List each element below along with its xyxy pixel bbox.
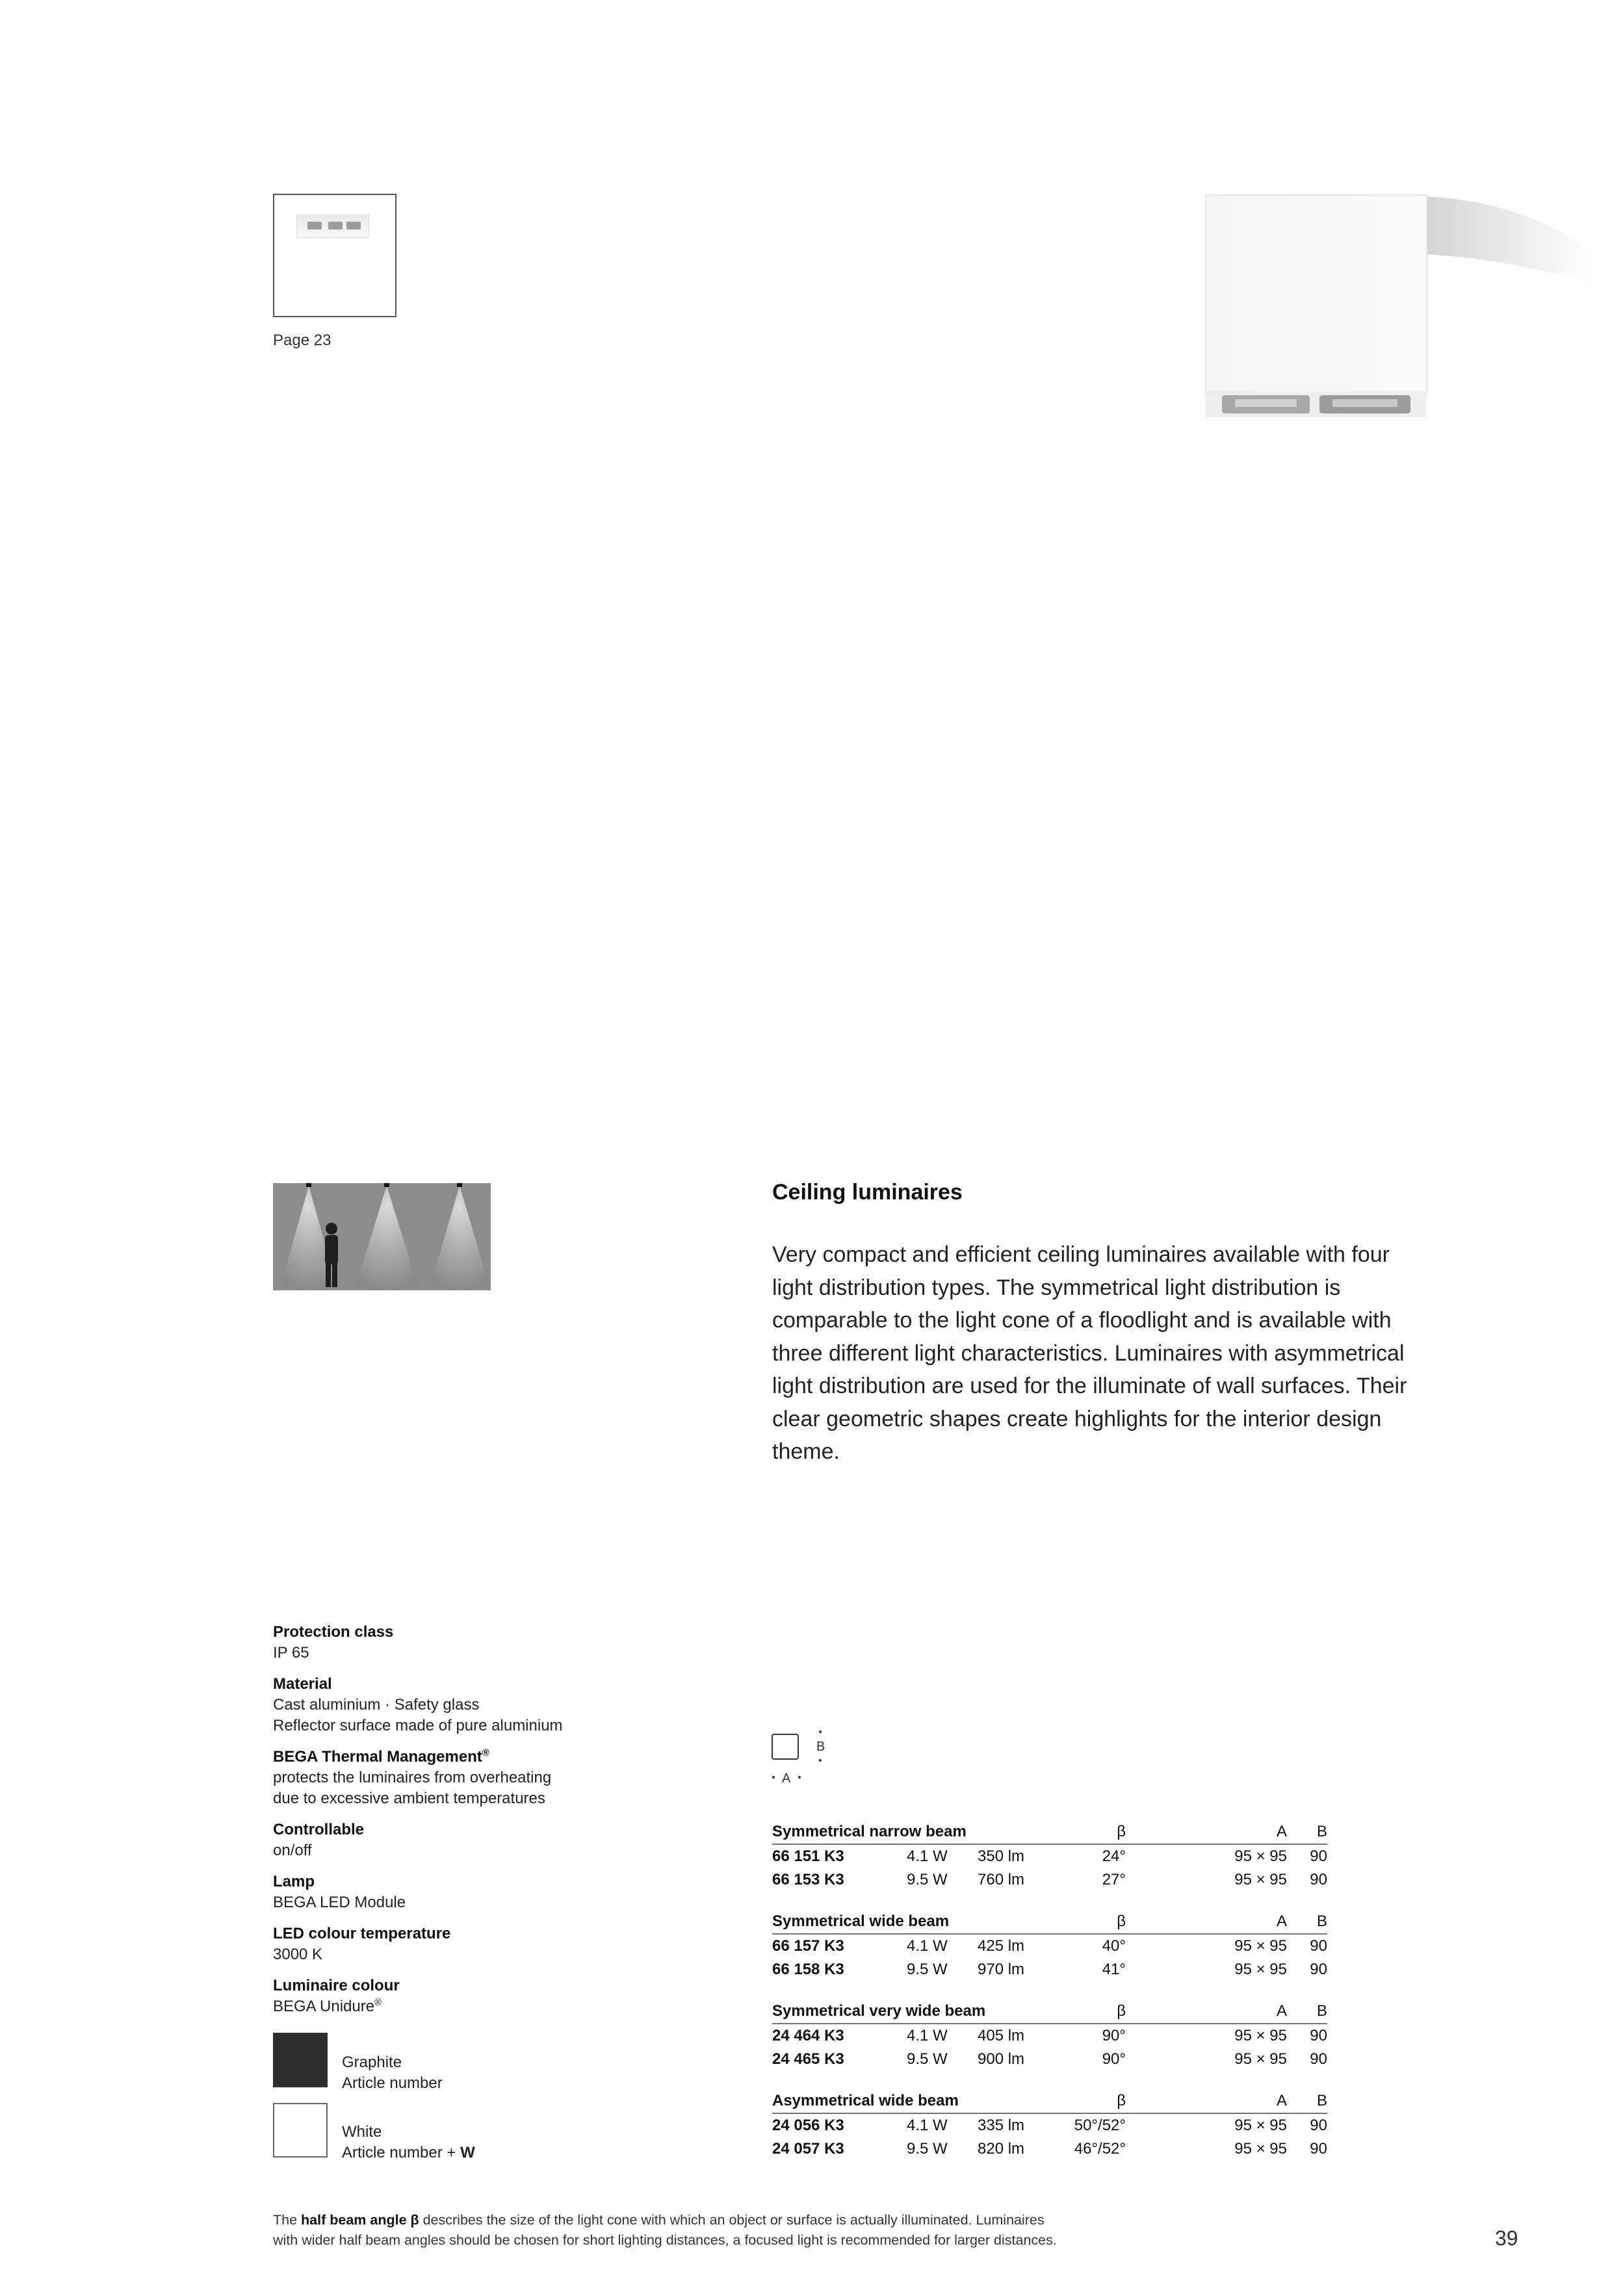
spec-luminaire-colour — [273, 1976, 637, 2017]
spec-label: BEGA Thermal Management — [273, 1748, 482, 1766]
spec-value: due to excessive ambient temperatures — [273, 1790, 545, 1807]
dim-b-label: B — [816, 1740, 825, 1754]
b-header: B — [1316, 1823, 1327, 1840]
a-header: A — [1276, 1823, 1287, 1840]
product-image — [1196, 192, 1618, 426]
white-swatch — [273, 2103, 328, 2158]
article-number: 66 157 K3 — [772, 1937, 844, 1955]
spec-value: Reflector surface made of pure aluminium — [273, 1717, 563, 1734]
registered-mark: ® — [374, 1997, 382, 2008]
dimension-b: 90 — [1310, 1871, 1327, 1888]
a-header: A — [1276, 1912, 1287, 1930]
table-title: Symmetrical wide beam — [772, 1912, 950, 1930]
table-symmetrical-wide — [772, 1910, 1327, 1981]
lumen: 820 lm — [978, 2140, 1025, 2158]
spec-label: Controllable — [273, 1821, 365, 1838]
dimension-a: 95 × 95 — [1234, 1961, 1287, 1978]
table-title: Asymmetrical wide beam — [772, 2092, 959, 2109]
dim-a-label: A — [782, 1771, 791, 1786]
footnote-term: half beam angle β — [301, 2212, 419, 2228]
article-number: 66 158 K3 — [772, 1961, 844, 1978]
article-number: 24 057 K3 — [772, 2140, 844, 2158]
beam-angle: 41° — [1102, 1961, 1126, 1978]
spec-label: Luminaire colour — [273, 1977, 400, 1994]
spec-thermal-management — [273, 1747, 637, 1809]
article-suffix: W — [460, 2144, 475, 2161]
article-number: 66 153 K3 — [772, 1871, 844, 1888]
article-note: Article number + — [342, 2144, 461, 2161]
wattage: 9.5 W — [907, 2050, 948, 2068]
wattage: 4.1 W — [907, 2027, 948, 2044]
table-row — [772, 1845, 1327, 1868]
dimension-b: 90 — [1310, 2117, 1327, 2134]
dimension-a: 95 × 95 — [1234, 1937, 1287, 1955]
article-number: 24 465 K3 — [772, 2050, 844, 2068]
spec-list — [273, 1622, 637, 2028]
article-number: 24 464 K3 — [772, 2027, 844, 2044]
wattage: 4.1 W — [907, 1937, 948, 1955]
dimension-b: 90 — [1310, 1847, 1327, 1865]
a-header: A — [1276, 2092, 1287, 2109]
article-number: 24 056 K3 — [772, 2117, 844, 2134]
dimension-b: 90 — [1310, 1937, 1327, 1955]
beta-header: β — [1117, 2002, 1126, 2020]
beam-angle: 90° — [1102, 2050, 1126, 2068]
spec-lamp — [273, 1872, 637, 1913]
b-header: B — [1316, 1912, 1327, 1930]
registered-mark: ® — [482, 1747, 489, 1758]
beam-angle: 90° — [1102, 2027, 1126, 2044]
dimension-b: 90 — [1310, 2027, 1327, 2044]
wattage: 4.1 W — [907, 1847, 948, 1865]
dimension-a: 95 × 95 — [1234, 1871, 1287, 1888]
dimension-b: 90 — [1310, 1961, 1327, 1978]
spec-value: Cast aluminium · Safety glass — [273, 1696, 480, 1714]
spec-controllable — [273, 1820, 637, 1861]
dimension-a: 95 × 95 — [1234, 1847, 1287, 1865]
beam-angle: 27° — [1102, 1871, 1126, 1888]
table-row — [772, 1935, 1327, 1958]
wattage: 9.5 W — [907, 2140, 948, 2158]
footnote-text: with wider half beam angles should be chosen for short lighting distances, a focused light is recommended for larger distances. — [273, 2232, 1057, 2248]
light-distribution-photo — [273, 1183, 491, 1290]
intro-paragraph: Very compact and efficient ceiling luminaires available with four light distribution types. The symmetrical light distribution is comparable to the light cone of a floodlight and is available with three different light characteristics. Luminaires with asymmetrical light distribution are used for the illuminate of wall surfaces. Their clear geometric shapes create highlights for the interior design theme. — [772, 1242, 1407, 1464]
beta-header: β — [1117, 2092, 1126, 2109]
page-thumbnail[interactable] — [273, 194, 396, 317]
beta-header: β — [1117, 1823, 1126, 1840]
a-header: A — [1276, 2002, 1287, 2020]
b-header: B — [1316, 2002, 1327, 2020]
b-header: B — [1316, 2092, 1327, 2109]
beam-angle: 50°/52° — [1074, 2117, 1126, 2134]
table-title: Symmetrical narrow beam — [772, 1823, 967, 1840]
wattage: 9.5 W — [907, 1871, 948, 1888]
beam-angle: 40° — [1102, 1937, 1126, 1955]
spec-led-colour-temperature — [273, 1924, 637, 1965]
lumen: 335 lm — [978, 2117, 1025, 2134]
table-row — [772, 2137, 1327, 2161]
table-header — [772, 2000, 1327, 2024]
spec-value: 3000 K — [273, 1946, 323, 1963]
article-number: 66 151 K3 — [772, 1847, 844, 1865]
lumen: 405 lm — [978, 2027, 1025, 2044]
lumen: 900 lm — [978, 2050, 1025, 2068]
table-title: Symmetrical very wide beam — [772, 2002, 986, 2020]
beam-angle: 46°/52° — [1074, 2140, 1126, 2158]
spec-value: BEGA Unidure — [273, 1998, 375, 2015]
table-header — [772, 1910, 1327, 1935]
thumbnail-product-image — [296, 215, 369, 238]
spec-material — [273, 1674, 637, 1736]
table-header — [772, 2089, 1327, 2114]
table-row — [772, 2114, 1327, 2137]
dimension-a: 95 × 95 — [1234, 2027, 1287, 2044]
table-row — [772, 2024, 1327, 2048]
graphite-option — [342, 2052, 443, 2094]
spec-value: on/off — [273, 1842, 312, 1859]
table-row — [772, 2048, 1327, 2071]
footnote — [273, 2210, 1183, 2250]
beta-header: β — [1117, 1912, 1126, 1930]
footnote-text: The — [273, 2212, 302, 2228]
spec-label: Protection class — [273, 1623, 394, 1641]
lumen: 760 lm — [978, 1871, 1025, 1888]
footnote-text: describes the size of the light cone with which an object or surface is actually illuminated. Luminaires — [419, 2212, 1045, 2228]
spec-label: Lamp — [273, 1873, 315, 1890]
graphite-swatch — [273, 2033, 328, 2087]
page-reference[interactable]: Page 23 — [273, 332, 331, 349]
colour-name: White — [342, 2123, 382, 2141]
spec-label: Material — [273, 1675, 332, 1693]
table-asymmetrical-wide — [772, 2089, 1327, 2161]
table-header — [772, 1820, 1327, 1845]
wattage: 9.5 W — [907, 1961, 948, 1978]
dimension-icon — [771, 1723, 829, 1788]
beam-angle: 24° — [1102, 1847, 1126, 1865]
spec-value: IP 65 — [273, 1644, 309, 1662]
wattage: 4.1 W — [907, 2117, 948, 2134]
table-row — [772, 1868, 1327, 1892]
article-note: Article number — [342, 2074, 443, 2092]
table-symmetrical-very-wide — [772, 2000, 1327, 2071]
spec-value: protects the luminaires from overheating — [273, 1769, 552, 1786]
dimension-a: 95 × 95 — [1234, 2117, 1287, 2134]
dimension-b: 90 — [1310, 2140, 1327, 2158]
section-heading: Ceiling luminaires — [772, 1180, 963, 1205]
table-row — [772, 1958, 1327, 1981]
colour-name: Graphite — [342, 2054, 402, 2071]
spec-protection-class — [273, 1622, 637, 1663]
table-symmetrical-narrow — [772, 1820, 1327, 1892]
dimension-a: 95 × 95 — [1234, 2140, 1287, 2158]
spec-value: BEGA LED Module — [273, 1894, 406, 1911]
page-number: 39 — [1495, 2226, 1518, 2250]
lumen: 425 lm — [978, 1937, 1025, 1955]
dimension-b: 90 — [1310, 2050, 1327, 2068]
lumen: 350 lm — [978, 1847, 1025, 1865]
spec-label: LED colour temperature — [273, 1925, 451, 1942]
dimension-a: 95 × 95 — [1234, 2050, 1287, 2068]
lumen: 970 lm — [978, 1961, 1025, 1978]
white-option — [342, 2122, 475, 2163]
